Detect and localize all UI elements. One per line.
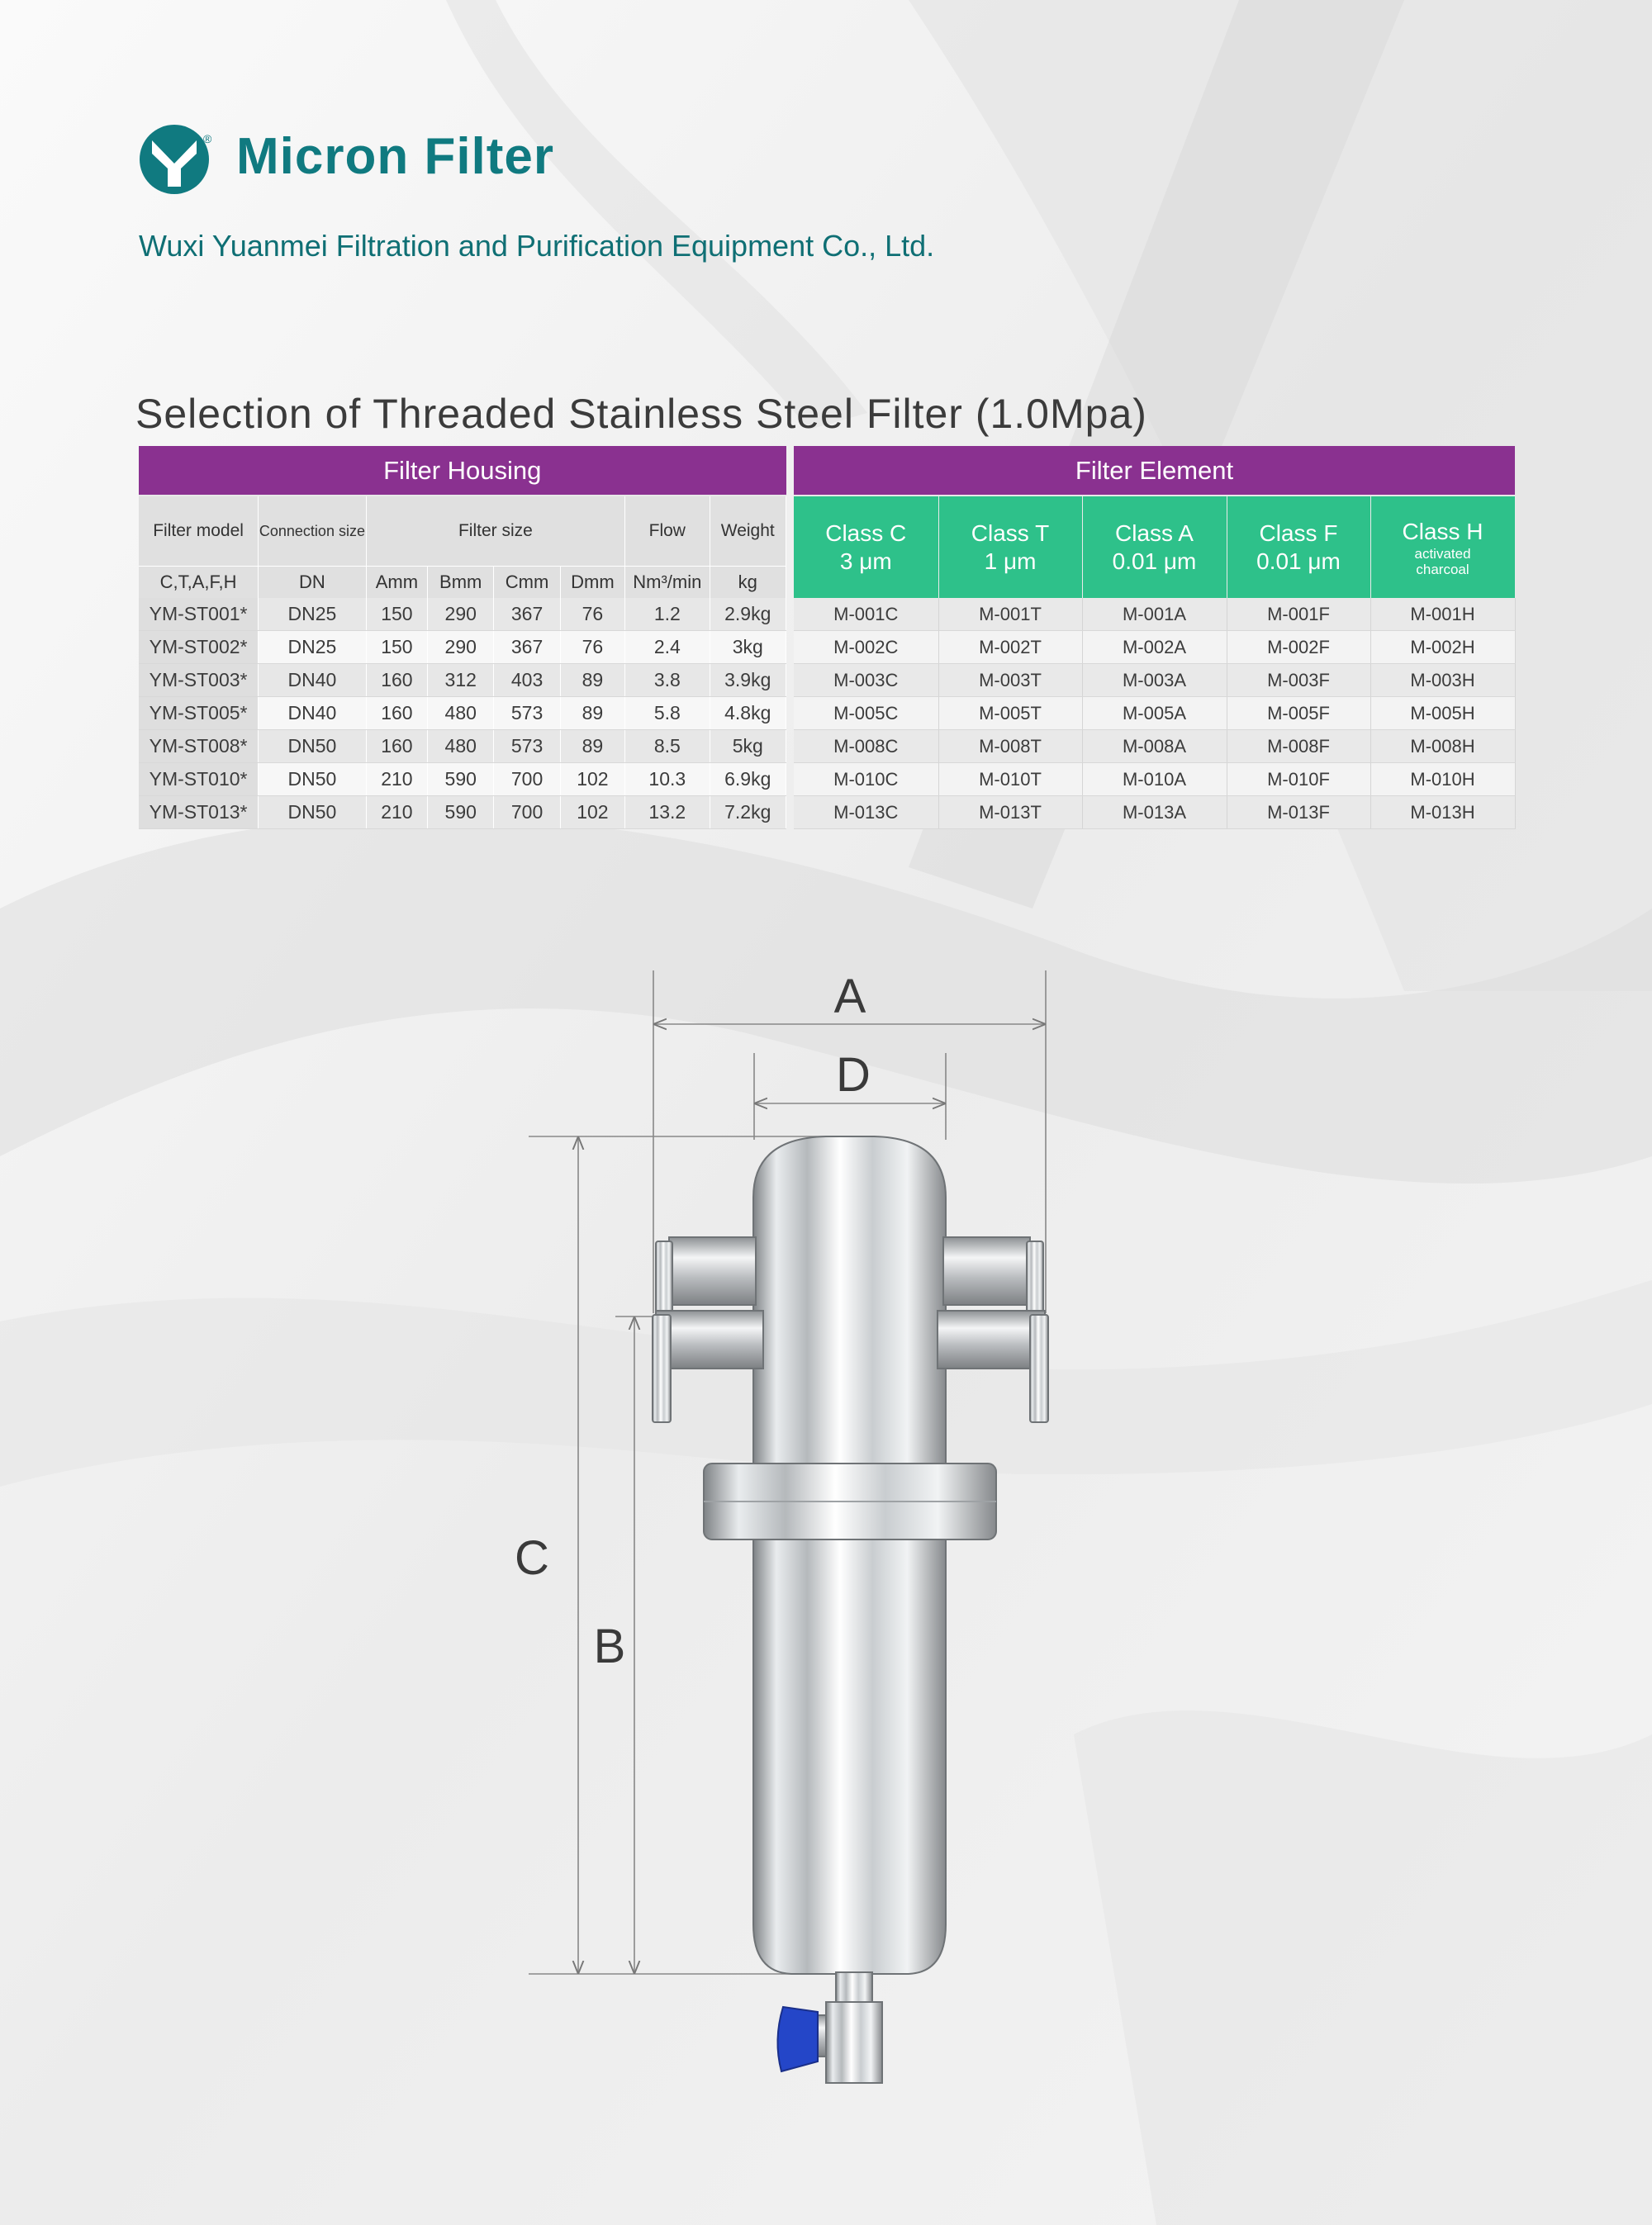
table-cell: 89 (560, 664, 624, 697)
housing-band: Filter Housing (139, 446, 786, 496)
table-cell: M-001T (938, 598, 1082, 631)
table-cell: 76 (560, 598, 624, 631)
table-cell: M-005C (794, 697, 938, 730)
table-cell: 367 (494, 631, 560, 664)
table-cell: 5kg (710, 730, 786, 763)
table-cell: DN25 (259, 631, 367, 664)
unit-cell: Nm³/min (625, 567, 710, 599)
table-cell: YM-ST013* (139, 796, 259, 829)
table-cell: DN25 (259, 598, 367, 631)
table-cell: M-005F (1227, 697, 1370, 730)
table-cell: 8.5 (625, 730, 710, 763)
unit-cell: kg (710, 567, 786, 599)
table-cell: 700 (494, 796, 560, 829)
table-cell: M-013C (794, 796, 938, 829)
class-spec: 0.01 μm (1256, 548, 1341, 574)
filter-body (653, 1136, 1048, 2083)
table-cell: 573 (494, 730, 560, 763)
unit-cell: DN (259, 567, 367, 599)
element-band: Filter Element (794, 446, 1515, 496)
table-cell: 290 (428, 631, 494, 664)
table-cell: M-001A (1082, 598, 1227, 631)
dimension-d-label: D (836, 1048, 871, 1102)
table-cell: M-008C (794, 730, 938, 763)
table-cell: M-005H (1370, 697, 1515, 730)
dimension-a-label: A (833, 970, 866, 1023)
table-cell: M-005A (1082, 697, 1227, 730)
class-name: Class H (1402, 518, 1483, 544)
table-cell: 3kg (710, 631, 786, 664)
dimension-c-label: C (515, 1531, 549, 1585)
table-cell: 3.9kg (710, 664, 786, 697)
table-cell: 4.8kg (710, 697, 786, 730)
table-cell: 2.4 (625, 631, 710, 664)
table-cell: M-010T (938, 763, 1082, 796)
table-cell: M-008T (938, 730, 1082, 763)
class-spec: 3 μm (839, 548, 892, 574)
header-filter-model: Filter model (139, 496, 259, 567)
unit-cell: Amm (366, 567, 427, 599)
class-spec: 0.01 μm (1112, 548, 1197, 574)
table-cell: M-010H (1370, 763, 1515, 796)
table-cell: M-003T (938, 664, 1082, 697)
table-cell: 210 (366, 763, 427, 796)
table-cell: M-003C (794, 664, 938, 697)
table-cell: 160 (366, 730, 427, 763)
table-cell: M-013A (1082, 796, 1227, 829)
table-cell: 89 (560, 697, 624, 730)
class-name: Class C (825, 519, 907, 546)
table-cell: M-002F (1227, 631, 1370, 664)
table-cell: 76 (560, 631, 624, 664)
table-cell: 13.2 (625, 796, 710, 829)
table-cell: 7.2kg (710, 796, 786, 829)
table-cell: M-008A (1082, 730, 1227, 763)
table-cell: M-002H (1370, 631, 1515, 664)
table-cell: 10.3 (625, 763, 710, 796)
table-cell: YM-ST010* (139, 763, 259, 796)
table-cell: 150 (366, 598, 427, 631)
table-cell: 160 (366, 697, 427, 730)
table-cell: M-003H (1370, 664, 1515, 697)
table-cell: M-002T (938, 631, 1082, 664)
table-cell: 3.8 (625, 664, 710, 697)
table-cell: M-010C (794, 763, 938, 796)
table-cell: 573 (494, 697, 560, 730)
page-title: Selection of Threaded Stainless Steel Filter (1.0Mpa) (135, 391, 1147, 437)
table-cell: 6.9kg (710, 763, 786, 796)
table-cell: DN50 (259, 796, 367, 829)
table-cell: M-013H (1370, 796, 1515, 829)
table-cell: DN40 (259, 697, 367, 730)
class-name: Class A (1115, 519, 1194, 546)
table-cell: 480 (428, 697, 494, 730)
dimension-b-label: B (593, 1620, 626, 1673)
table-cell: 290 (428, 598, 494, 631)
class-name: Class F (1259, 519, 1338, 546)
table-cell: M-002A (1082, 631, 1227, 664)
unit-cell: Bmm (428, 567, 494, 599)
class-spec: activated charcoal (1414, 545, 1471, 577)
table-cell: DN40 (259, 664, 367, 697)
table-cell: M-008H (1370, 730, 1515, 763)
table-cell: M-010F (1227, 763, 1370, 796)
table-cell: 5.8 (625, 697, 710, 730)
table-cell: YM-ST002* (139, 631, 259, 664)
table-cell: 160 (366, 664, 427, 697)
table-cell: 2.9kg (710, 598, 786, 631)
table-cell: 590 (428, 796, 494, 829)
table-cell: 102 (560, 763, 624, 796)
table-cell: M-003F (1227, 664, 1370, 697)
unit-cell: Dmm (560, 567, 624, 599)
table-cell: M-001H (1370, 598, 1515, 631)
table-cell: M-001F (1227, 598, 1370, 631)
header-filter-size: Filter size (366, 496, 624, 567)
table-cell: 312 (428, 664, 494, 697)
table-cell: 1.2 (625, 598, 710, 631)
table-cell: M-013F (1227, 796, 1370, 829)
table-cell: DN50 (259, 730, 367, 763)
table-cell: M-002C (794, 631, 938, 664)
table-cell: 590 (428, 763, 494, 796)
table-cell: YM-ST005* (139, 697, 259, 730)
table-cell: 480 (428, 730, 494, 763)
table-cell: DN50 (259, 763, 367, 796)
table-cell: YM-ST001* (139, 598, 259, 631)
table-cell: M-003A (1082, 664, 1227, 697)
table-cell: 102 (560, 796, 624, 829)
table-cell: 367 (494, 598, 560, 631)
class-spec: 1 μm (984, 548, 1037, 574)
header-weight: Weight (710, 496, 786, 567)
table-cell: M-005T (938, 697, 1082, 730)
table-cell: YM-ST008* (139, 730, 259, 763)
table-cell: 403 (494, 664, 560, 697)
header-connection-size: Connection size (259, 496, 367, 567)
table-cell: M-008F (1227, 730, 1370, 763)
valve-handle-icon (777, 2007, 818, 2071)
company-name: Wuxi Yuanmei Filtration and Purification Equipment Co., Ltd. (139, 229, 935, 263)
table-cell: 150 (366, 631, 427, 664)
table-cell: 89 (560, 730, 624, 763)
header-flow: Flow (625, 496, 710, 567)
brand-name: Micron Filter (236, 128, 555, 185)
table-cell: 210 (366, 796, 427, 829)
class-name: Class T (971, 519, 1050, 546)
table-cell: M-010A (1082, 763, 1227, 796)
table-cell: YM-ST003* (139, 664, 259, 697)
table-cell: M-013T (938, 796, 1082, 829)
unit-cell: Cmm (494, 567, 560, 599)
table-cell: M-001C (794, 598, 938, 631)
unit-cell: C,T,A,F,H (139, 567, 259, 599)
table-cell: 700 (494, 763, 560, 796)
registered-mark: ® (203, 132, 212, 145)
